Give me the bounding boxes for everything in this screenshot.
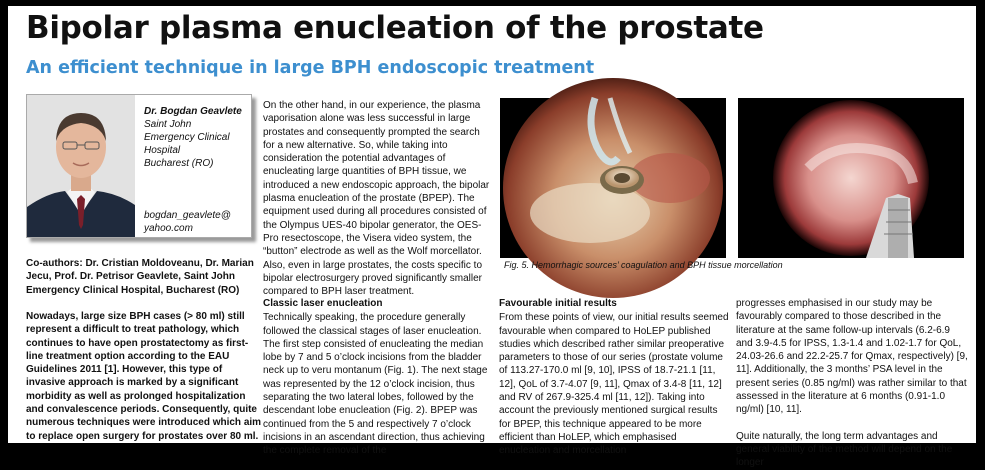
column4-paragraph: progresses emphasised in our study may be favourably compared to those described in the literature at the same follow-up intervals (6.2-6.9 and 3.9-4.5 for IPSS, 1.3-1.4 and 1.02-1.7 for QoL, 24.03-26.6 and 22.2-25.7 for Qmax, respectively) [9, 11]. Additionally, the 3 months’ PSA level in the present series (0.85 ng/ml) was rather similar to that assessed in the literature at 6 months (0.91-1.0 ng/ml) [10, 11]. xyxy=(736,298,968,416)
author-affiliation-line: Emergency Clinical xyxy=(144,132,230,143)
figure-5 xyxy=(500,98,968,258)
section-laser-body: Technically speaking, the procedure generally followed the classical stages of laser enucleation. The first step consisted of enucleating the median lobe by 7 and 5 o’clock incisions from the bladder neck up to veru montanum (Fig. 1). The next stage was represented by the 12 o’clock incision, thus separating the two lateral lobes, followed by the descendant lobe enucleation (Fig. 2). BPEP was continued from the 5 and respectively 7 o’clock incisions in an ascendant direction, thus achieving the complete removal of the xyxy=(263,312,488,457)
article-title: Bipolar plasma enucleation of the prostate xyxy=(26,10,764,46)
coauthors-text: Co-authors: Dr. Cristian Moldoveanu, Dr. Marian Jecu, Prof. Dr. Petrisor Geavlete, Saint John Emergency Clinical Hospital, Bucharest (RO) xyxy=(26,258,254,296)
author-affiliation-line: Saint John xyxy=(144,119,192,130)
author-email[interactable] xyxy=(144,209,231,235)
author-email-line: yahoo.com xyxy=(144,223,193,234)
column2-top-text: On the other hand, in our experience, the plasma vaporisation alone was less successful in large prostates and consequently prompted the search for a new alternative. So, while taking into consideration the potential advantages of enucleating large quantities of BPH tissue, we introduced a new endoscopic approach, the bipolar plasma enucleation of the prostate (BPEP). The equipment used during all procedures consisted of the Olympus UES-40 bipolar generator, the OES-Pro resectoscope, the Visera video system, the “button” electrode as well as the Wolf morcellator. Also, even in large prostates, the costs specific to bipolar electrosurgery proved significantly smaller compared to BPH laser treatment. xyxy=(263,100,490,298)
author-email-line: bogdan_geavlete@ xyxy=(144,210,231,221)
author-info xyxy=(144,105,242,170)
section-laser-heading: Classic laser enucleation xyxy=(263,298,383,309)
section-results-heading: Favourable initial results xyxy=(499,298,617,309)
author-affiliation-line: Bucharest (RO) xyxy=(144,158,214,169)
author-affiliation-line: Hospital xyxy=(144,145,181,156)
figure-caption: Fig. 5. Hemorrhagic sources’ coagulation and BPH tissue morcellation xyxy=(504,260,783,270)
column4-paragraph: Quite naturally, the long term advantages and general viability of the method will depend on the longer xyxy=(736,430,953,469)
author-box xyxy=(26,94,252,238)
section-results xyxy=(499,297,729,458)
article-page xyxy=(8,6,976,469)
author-portrait-image xyxy=(27,95,135,237)
endoscopy-morcellation-image xyxy=(738,98,964,258)
endoscopic-image-morcellation xyxy=(738,98,964,258)
column4 xyxy=(736,297,968,470)
author-name: Dr. Bogdan Geavlete xyxy=(144,106,242,117)
abstract-text: Nowadays, large size BPH cases (> 80 ml) still represent a difficult to treat pathology, which continues to have open prostatectomy as first-line treatment option according to the EAU Guidelines 2011 [1]. However, this type of invasive approach is marked by a significant morbidity as well as prolonged hospitalization and convalescence periods. Consequently, quite numerous techniques were introduced which aim to replace open surgery for prostates over 80 ml. xyxy=(26,311,262,442)
article-subtitle: An efficient technique in large BPH endoscopic treatment xyxy=(26,58,595,78)
endoscopy-coagulation-image xyxy=(500,98,726,258)
endoscopic-image-coagulation xyxy=(500,98,726,258)
section-laser xyxy=(263,297,493,458)
section-results-body: From these points of view, our initial results seemed favourable when compared to HoLEP published studies which described rather similar preoperative parameters to those of our series (prostate volume of 113.27-170.0 ml [9, 10], IPSS of 18.7-21.1 [11, 12], QoL of 3.7-4.07 [9, 11], Qmax of 3.4-8 [11, 12] and RV of 267.9-325.4 ml [11, 12]). Taking into account the previously mentioned surgical results for BPEP, this technique appeared to be more efficient than HoLEP, which emphasised enucleation and morcellation xyxy=(499,312,729,457)
author-photo xyxy=(27,95,135,237)
